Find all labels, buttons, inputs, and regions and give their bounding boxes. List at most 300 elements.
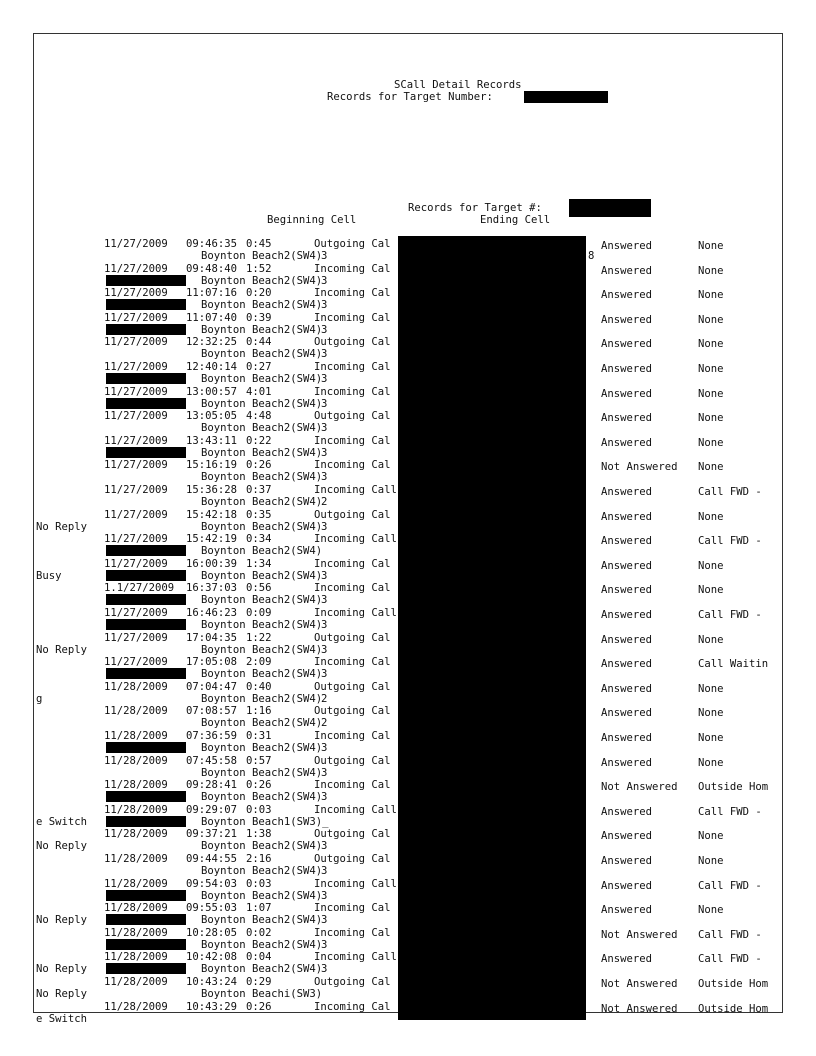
call-feature: None	[698, 363, 724, 375]
call-feature: None	[698, 387, 724, 400]
beginning-cell: Boynton Beach2(SW4)	[201, 594, 323, 607]
call-feature: None	[698, 682, 724, 695]
call-status: Answered	[601, 633, 653, 646]
call-date: 11/27/2009	[104, 508, 168, 521]
call-duration: 0:39	[246, 311, 272, 324]
call-duration: 0:26	[246, 779, 272, 792]
call-status: Answered	[601, 855, 653, 867]
table-row	[0, 582, 816, 607]
call-status: Answered	[601, 805, 653, 818]
call-time: 13:00:57	[186, 385, 238, 398]
call-date: 11/28/2009	[104, 730, 168, 742]
call-duration: 0:45	[246, 238, 272, 250]
table-row	[0, 287, 816, 312]
call-direction: Incoming Cal	[314, 730, 391, 742]
call-duration: 1:38	[246, 828, 272, 841]
call-duration: 0:44	[246, 336, 272, 349]
call-time: 07:04:47	[186, 680, 238, 693]
call-direction: Incoming Cal	[314, 459, 391, 472]
call-status: Answered	[601, 830, 653, 843]
beginning-cell: Boynton Beach2(SW4)	[201, 643, 323, 656]
call-status: Answered	[601, 756, 653, 769]
call-time: 15:16:19	[186, 459, 238, 472]
call-status: Not Answered	[601, 1002, 678, 1015]
beginning-cell: Boynton Beach2(SW4)	[201, 250, 323, 262]
cell-sector: 2	[321, 692, 328, 705]
call-status: Answered	[601, 904, 653, 917]
call-date: 11/27/2009	[104, 631, 168, 644]
cell-sector: 3	[321, 250, 328, 262]
call-time: 16:00:39	[186, 557, 238, 570]
beginning-cell: Boynton Beach2(SW4)	[201, 963, 323, 976]
call-duration: 0:34	[246, 533, 272, 546]
call-direction: Outgoing Cal	[314, 754, 391, 767]
table-row	[0, 263, 816, 288]
call-time: 13:05:05	[186, 410, 238, 423]
call-feature: None	[698, 412, 724, 425]
row-continuation-text: Busy	[36, 569, 62, 582]
call-duration: 0:03	[246, 877, 272, 890]
call-feature: Call Waitin	[698, 658, 769, 671]
call-direction: Outgoing Cal	[314, 508, 391, 521]
call-date: 11/27/2009	[104, 533, 168, 546]
records-label: Records for Target #:	[408, 202, 542, 214]
call-duration: 0:35	[246, 508, 272, 521]
cell-sector: 3	[321, 323, 328, 336]
call-time: 12:40:14	[186, 361, 238, 373]
call-time: 09:55:03	[186, 902, 238, 915]
beginning-cell: Boynton Beach2(SW4)	[201, 299, 323, 312]
cell-sector: 3	[321, 742, 328, 754]
call-duration: 2:16	[246, 853, 272, 865]
call-duration: 1:07	[246, 902, 272, 915]
call-time: 15:36:28	[186, 484, 238, 496]
call-status: Answered	[601, 584, 653, 597]
beginning-cell: Boynton Beach2(SW4)	[201, 840, 323, 853]
call-feature: None	[698, 313, 724, 326]
call-status: Answered	[601, 387, 653, 400]
call-status: Not Answered	[601, 461, 678, 474]
redacted-party-number	[106, 324, 186, 335]
call-feature: None	[698, 707, 724, 720]
call-direction: Outgoing Cal	[314, 705, 391, 718]
table-row	[0, 804, 816, 829]
call-date: 11/28/2009	[104, 877, 168, 890]
cell-sector: 3	[321, 865, 328, 877]
table-row	[0, 558, 816, 583]
table-row	[0, 656, 816, 681]
table-row	[0, 779, 816, 804]
cell-sector: 3	[321, 594, 328, 607]
redacted-party-number	[106, 373, 186, 384]
document-subtitle: Records for Target Number:	[327, 91, 493, 103]
cell-sector: 3	[321, 914, 328, 927]
call-feature: None	[698, 633, 724, 646]
call-time: 09:44:55	[186, 853, 238, 865]
call-duration: 0:40	[246, 680, 272, 693]
beginning-cell: Boynton Beach2(SW4)	[201, 471, 323, 484]
document-title: SCall Detail Records	[394, 79, 522, 91]
call-feature: None	[698, 904, 724, 917]
row-continuation-text: e Switch	[36, 1012, 88, 1025]
row-continuation-text: No Reply	[36, 643, 88, 656]
row-continuation-text: No Reply	[36, 520, 88, 533]
call-feature: None	[698, 240, 724, 252]
beginning-cell: Boynton Beach2(SW4)	[201, 692, 323, 705]
call-time: 17:04:35	[186, 631, 238, 644]
table-row	[0, 435, 816, 460]
call-feature: None	[698, 436, 724, 449]
call-time: 10:42:08	[186, 951, 238, 964]
beginning-cell: Boynton Beach2(SW4)	[201, 889, 323, 902]
call-feature: None	[698, 264, 724, 277]
call-time: 09:48:40	[186, 262, 238, 275]
call-date: 11/27/2009	[104, 361, 168, 373]
call-date: 11/28/2009	[104, 803, 168, 816]
call-status: Answered	[601, 658, 653, 671]
call-duration: 0:22	[246, 434, 272, 447]
call-feature: Outside Hom	[698, 978, 769, 990]
beginning-cell: Boynton Beach2(SW4)	[201, 791, 323, 804]
table-row	[0, 632, 816, 657]
cell-sector: 3	[321, 520, 328, 533]
beginning-cell: Boynton Beach2(SW4)	[201, 717, 323, 730]
call-date: 11/28/2009	[104, 705, 168, 718]
call-time: 17:05:08	[186, 656, 238, 669]
redacted-party-number	[106, 791, 186, 802]
call-direction: Incoming Cal	[314, 926, 391, 939]
call-status: Answered	[601, 707, 653, 720]
beginning-cell: Boynton Beach2(SW4)	[201, 348, 323, 361]
call-date: 11/28/2009	[104, 951, 168, 964]
call-feature: Call FWD -	[698, 879, 762, 892]
call-status: Answered	[601, 240, 653, 252]
cell-sector: 3	[321, 963, 328, 976]
call-date: 11/28/2009	[104, 1000, 168, 1013]
call-time: 10:43:24	[186, 976, 238, 988]
call-duration: 1:22	[246, 631, 272, 644]
call-direction: Incoming Call	[314, 803, 397, 816]
call-time: 09:29:07	[186, 803, 238, 816]
call-duration: 0:57	[246, 754, 272, 767]
call-time: 11:07:16	[186, 287, 238, 300]
call-direction: Outgoing Cal	[314, 631, 391, 644]
call-date: 11/27/2009	[104, 287, 168, 300]
call-feature: None	[698, 510, 724, 523]
call-date: 11/27/2009	[104, 607, 168, 619]
call-duration: 0:26	[246, 1000, 272, 1013]
call-status: Answered	[601, 313, 653, 326]
call-direction: Outgoing Cal	[314, 853, 391, 865]
table-row	[0, 951, 816, 976]
cell-sector: 3	[321, 373, 328, 385]
cell-sector: 3	[321, 791, 328, 804]
table-row	[0, 607, 816, 632]
call-status: Answered	[601, 338, 653, 351]
call-date: 11/27/2009	[104, 557, 168, 570]
beginning-cell: Boynton Beach2(SW4)	[201, 520, 323, 533]
ending-cell-header: Ending Cell	[480, 214, 551, 226]
call-date: 11/28/2009	[104, 779, 168, 792]
call-feature: None	[698, 584, 724, 597]
redacted-party-number	[106, 275, 186, 286]
row-continuation-text: No Reply	[36, 988, 88, 1000]
cell-sector: 3	[321, 889, 328, 902]
call-direction: Outgoing Cal	[314, 410, 391, 423]
cell-sector: 3	[321, 397, 328, 410]
call-direction: Incoming Cal	[314, 1000, 391, 1013]
redacted-party-number	[106, 939, 186, 950]
call-date: 11/27/2009	[104, 434, 168, 447]
cell-sector: 3	[321, 938, 328, 951]
call-time: 07:45:58	[186, 754, 238, 767]
call-status: Answered	[601, 879, 653, 892]
call-time: 07:36:59	[186, 730, 238, 742]
call-status: Answered	[601, 363, 653, 375]
call-status: Answered	[601, 510, 653, 523]
call-duration: 0:37	[246, 484, 272, 496]
table-row	[0, 1001, 816, 1026]
row-continuation-text: No Reply	[36, 840, 88, 853]
redacted-party-number	[106, 594, 186, 605]
beginning-cell: Boynton Beach2(SW4)	[201, 274, 323, 287]
call-duration: 0:09	[246, 607, 272, 619]
redacted-party-number	[106, 545, 186, 556]
redacted-party-number	[106, 963, 186, 974]
table-row	[0, 459, 816, 484]
stray-mark: 8	[588, 250, 595, 262]
call-status: Not Answered	[601, 781, 678, 794]
call-direction: Incoming Call	[314, 877, 397, 890]
beginning-cell: Boynton Beach2(SW4)	[201, 766, 323, 779]
call-direction: Outgoing Cal	[314, 336, 391, 349]
table-row	[0, 878, 816, 903]
call-direction: Incoming Call	[314, 607, 397, 619]
table-row	[0, 336, 816, 361]
call-feature: None	[698, 855, 724, 867]
beginning-cell: Boynton Beach2(SW4)	[201, 397, 323, 410]
call-time: 15:42:18	[186, 508, 238, 521]
call-status: Answered	[601, 289, 653, 302]
call-direction: Incoming Call	[314, 951, 397, 964]
call-time: 09:54:03	[186, 877, 238, 890]
call-date: 11/28/2009	[104, 976, 168, 988]
call-direction: Incoming Cal	[314, 311, 391, 324]
beginning-cell: Boynton Beach2(SW4)	[201, 938, 323, 951]
call-date: 11/27/2009	[104, 336, 168, 349]
call-time: 11:07:40	[186, 311, 238, 324]
call-time: 13:43:11	[186, 434, 238, 447]
redacted-party-number	[106, 914, 186, 925]
call-direction: Incoming Cal	[314, 557, 391, 570]
cell-sector: 2	[321, 496, 328, 508]
call-direction: Incoming Cal	[314, 262, 391, 275]
call-feature: Call FWD -	[698, 609, 762, 621]
beginning-cell: Boynton Beach2(SW4)	[201, 619, 323, 631]
call-status: Answered	[601, 486, 653, 498]
call-time: 10:43:29	[186, 1000, 238, 1013]
call-duration: 0:20	[246, 287, 272, 300]
call-duration: 4:01	[246, 385, 272, 398]
call-date: 11/28/2009	[104, 754, 168, 767]
call-duration: 0:27	[246, 361, 272, 373]
table-row	[0, 902, 816, 927]
redacted-party-number	[106, 890, 186, 901]
call-status: Answered	[601, 609, 653, 621]
cell-sector: 3	[321, 766, 328, 779]
beginning-cell-header: Beginning Cell	[267, 214, 357, 226]
call-date: 11/27/2009	[104, 410, 168, 423]
call-duration: 1:52	[246, 262, 272, 275]
cell-sector: 3	[321, 422, 328, 435]
call-time: 09:37:21	[186, 828, 238, 841]
call-date: 11/27/2009	[104, 238, 168, 250]
table-row	[0, 927, 816, 952]
call-status: Answered	[601, 264, 653, 277]
redacted-party-number	[106, 668, 186, 679]
call-time: 16:37:03	[186, 582, 238, 595]
call-direction: Incoming Cal	[314, 434, 391, 447]
cell-sector: 3	[321, 643, 328, 656]
table-row	[0, 386, 816, 411]
table-row	[0, 755, 816, 780]
beginning-cell: Boynton Beach2(SW4)	[201, 422, 323, 435]
call-status: Answered	[601, 559, 653, 572]
call-feature: None	[698, 289, 724, 302]
table-row	[0, 484, 816, 509]
call-direction: Outgoing Cal	[314, 238, 391, 250]
call-status: Not Answered	[601, 978, 678, 990]
beginning-cell: Boynton Beach2(SW4)	[201, 545, 323, 558]
call-feature: None	[698, 461, 724, 474]
call-direction: Incoming Call	[314, 484, 397, 496]
cell-sector: 3	[321, 569, 328, 582]
table-row	[0, 410, 816, 435]
cell-sector: 3	[321, 619, 328, 631]
table-row	[0, 828, 816, 853]
redacted-party-number	[106, 570, 186, 581]
call-status: Answered	[601, 732, 653, 744]
call-date: 11/28/2009	[104, 902, 168, 915]
beginning-cell: Boynton Beach2(SW4)	[201, 496, 323, 508]
cell-sector: 3	[321, 668, 328, 681]
call-status: Not Answered	[601, 928, 678, 941]
beginning-cell: Boynton Beach2(SW4)	[201, 865, 323, 877]
call-feature: None	[698, 338, 724, 351]
call-feature: Call FWD -	[698, 953, 762, 966]
beginning-cell: Boynton Beach2(SW4)	[201, 742, 323, 754]
call-time: 12:32:25	[186, 336, 238, 349]
call-direction: Incoming Call	[314, 533, 397, 546]
beginning-cell: Boynton Beach2(SW4)	[201, 668, 323, 681]
call-duration: 1:16	[246, 705, 272, 718]
table-row	[0, 533, 816, 558]
table-row	[0, 730, 816, 755]
call-direction: Incoming Cal	[314, 361, 391, 373]
call-direction: Outgoing Cal	[314, 680, 391, 693]
call-feature: None	[698, 756, 724, 769]
table-row	[0, 705, 816, 730]
beginning-cell: Boynton Beach2(SW4)	[201, 373, 323, 385]
call-direction: Incoming Cal	[314, 582, 391, 595]
call-feature: Call FWD -	[698, 928, 762, 941]
row-continuation-text: No Reply	[36, 914, 88, 927]
redacted-party-number	[106, 398, 186, 409]
call-status: Answered	[601, 412, 653, 425]
call-direction: Incoming Cal	[314, 902, 391, 915]
redacted-party-number	[106, 619, 186, 630]
call-duration: 0:03	[246, 803, 272, 816]
call-date: 11/27/2009	[104, 385, 168, 398]
call-date: 11/27/2009	[104, 459, 168, 472]
call-date: 1.1/27/2009	[104, 582, 175, 595]
call-status: Answered	[601, 436, 653, 449]
call-time: 09:28:41	[186, 779, 238, 792]
table-row	[0, 509, 816, 534]
call-date: 11/28/2009	[104, 680, 168, 693]
call-date: 11/27/2009	[104, 656, 168, 669]
call-date: 11/28/2009	[104, 828, 168, 841]
beginning-cell: Boynton Beachi(SW3)	[201, 988, 323, 1000]
call-time: 16:46:23	[186, 607, 238, 619]
call-direction: Incoming Cal	[314, 779, 391, 792]
call-date: 11/27/2009	[104, 262, 168, 275]
beginning-cell: Boynton Beach2(SW4)	[201, 569, 323, 582]
call-time: 15:42:19	[186, 533, 238, 546]
call-date: 11/27/2009	[104, 484, 168, 496]
call-feature: None	[698, 732, 724, 744]
beginning-cell: Boynton Beach2(SW4)	[201, 323, 323, 336]
table-row	[0, 312, 816, 337]
table-row	[0, 361, 816, 386]
redacted-party-number	[106, 299, 186, 310]
call-duration: 4:48	[246, 410, 272, 423]
row-continuation-text: No Reply	[36, 963, 88, 976]
call-direction: Incoming Cal	[314, 385, 391, 398]
call-status: Answered	[601, 535, 653, 548]
call-feature: Outside Hom	[698, 781, 769, 794]
cell-sector: 2	[321, 717, 328, 730]
call-time: 09:46:35	[186, 238, 238, 250]
call-date: 11/28/2009	[104, 926, 168, 939]
call-date: 11/28/2009	[104, 853, 168, 865]
call-direction: Outgoing Cal	[314, 976, 391, 988]
call-duration: 1:34	[246, 557, 272, 570]
row-continuation-text: g	[36, 692, 43, 705]
cell-sector: 3	[321, 348, 328, 361]
table-row	[0, 976, 816, 1001]
call-direction: Incoming Cal	[314, 656, 391, 669]
call-time: 10:28:05	[186, 926, 238, 939]
table-row	[0, 238, 816, 263]
beginning-cell: Boynton Beach2(SW4)	[201, 914, 323, 927]
cell-sector: 3	[321, 446, 328, 459]
call-direction: Incoming Cal	[314, 287, 391, 300]
table-row	[0, 853, 816, 878]
row-continuation-text: e Switch	[36, 815, 88, 828]
redacted-party-number	[106, 742, 186, 753]
call-duration: 0:29	[246, 976, 272, 988]
call-duration: 0:31	[246, 730, 272, 742]
cell-sector: 3	[321, 840, 328, 853]
call-duration: 2:09	[246, 656, 272, 669]
call-feature: Outside Hom	[698, 1002, 769, 1015]
call-duration: 0:04	[246, 951, 272, 964]
cell-sector: 3	[321, 274, 328, 287]
redacted-party-number	[106, 816, 186, 827]
call-status: Answered	[601, 682, 653, 695]
call-feature: Call FWD -	[698, 535, 762, 548]
